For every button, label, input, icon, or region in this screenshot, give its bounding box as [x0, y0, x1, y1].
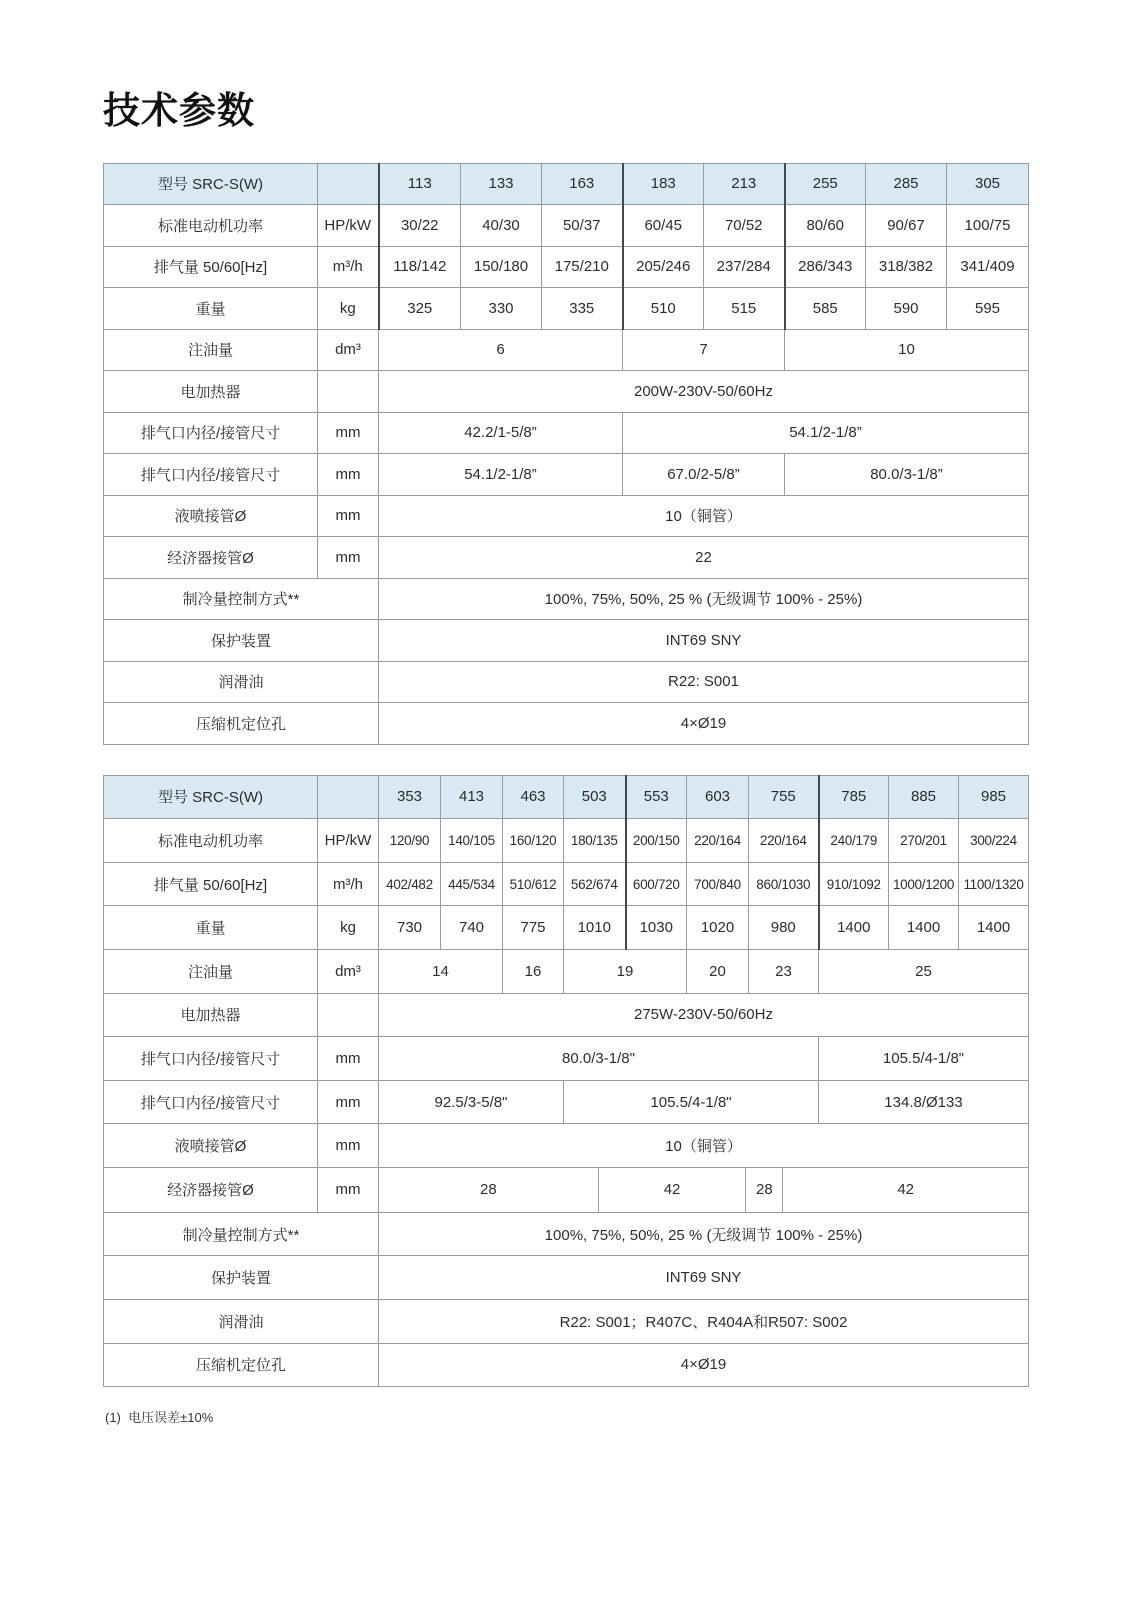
value-cell: 700/840	[687, 862, 749, 906]
value-cell: 134.8/Ø133	[819, 1080, 1029, 1124]
table-header-label: 型号 SRC-S(W)	[104, 163, 318, 205]
value-cell: 1100/1320	[959, 862, 1029, 906]
value-cell: 1010	[564, 906, 626, 950]
model-cell: 985	[959, 775, 1029, 819]
value-cell: 80.0/3-1/8"	[379, 1037, 819, 1081]
value-cell: 270/201	[889, 819, 959, 863]
value-cell: 860/1030	[749, 862, 819, 906]
value-cell: 7	[623, 329, 785, 371]
value-cell: 445/534	[441, 862, 503, 906]
value-cell: 42.2/1-5/8”	[379, 412, 623, 454]
row-label: 重量	[104, 906, 318, 950]
row-label: 制冷量控制方式**	[104, 578, 379, 620]
value-cell-group	[379, 1167, 1029, 1212]
value-cell: 14	[379, 949, 503, 993]
value-cell: 54.1/2-1/8”	[623, 412, 1029, 454]
unit-header-cell	[318, 775, 379, 819]
value-cell: 10（铜管）	[379, 1124, 1029, 1168]
value-cell: 180/135	[564, 819, 626, 863]
row-label: 排气口内径/接管尺寸	[104, 1037, 318, 1081]
value-cell: 515	[704, 288, 785, 330]
value-cell: 325	[379, 288, 461, 330]
model-cell: 305	[947, 163, 1029, 205]
value-cell: 100%, 75%, 50%, 25 % (无级调节 100% - 25%)	[379, 1212, 1029, 1256]
value-cell: 4×Ø19	[379, 703, 1029, 745]
model-cell: 113	[379, 163, 461, 205]
row-label: 压缩机定位孔	[104, 1343, 379, 1387]
value-cell: 10	[785, 329, 1029, 371]
model-cell: 503	[564, 775, 626, 819]
value-cell: 200/150	[626, 819, 687, 863]
row-label: 排气口内径/接管尺寸	[104, 1080, 318, 1124]
model-cell: 163	[542, 163, 623, 205]
model-cell: 255	[785, 163, 866, 205]
spec-table-1	[103, 163, 1029, 745]
unit-cell: mm	[318, 537, 379, 579]
value-cell: 341/409	[947, 246, 1029, 288]
split-value-row	[379, 1168, 1028, 1212]
value-cell: 1030	[626, 906, 687, 950]
unit-cell: kg	[318, 906, 379, 950]
table-header-label: 型号 SRC-S(W)	[104, 775, 318, 819]
value-cell: 23	[749, 949, 819, 993]
unit-cell: dm³	[318, 949, 379, 993]
value-cell: 1400	[959, 906, 1029, 950]
value-cell: 330	[461, 288, 542, 330]
value-cell: 100/75	[947, 205, 1029, 247]
model-cell: 463	[503, 775, 564, 819]
value-cell: 775	[503, 906, 564, 950]
value-cell: 1400	[819, 906, 889, 950]
model-cell: 553	[626, 775, 687, 819]
value-cell: 220/164	[749, 819, 819, 863]
value-cell: 286/343	[785, 246, 866, 288]
value-cell: 910/1092	[819, 862, 889, 906]
value-cell: 50/37	[542, 205, 623, 247]
model-cell: 413	[441, 775, 503, 819]
spec-table-2	[103, 775, 1029, 1388]
value-cell: 600/720	[626, 862, 687, 906]
row-label: 经济器接管Ø	[104, 537, 318, 579]
value-cell: 1400	[889, 906, 959, 950]
value-cell: 562/674	[564, 862, 626, 906]
value-cell: 200W-230V-50/60Hz	[379, 371, 1029, 413]
unit-cell: dm³	[318, 329, 379, 371]
row-label: 液喷接管Ø	[104, 1124, 318, 1168]
value-cell: 585	[785, 288, 866, 330]
unit-cell: m³/h	[318, 246, 379, 288]
value-cell: 237/284	[704, 246, 785, 288]
row-label: 注油量	[104, 949, 318, 993]
model-cell: 353	[379, 775, 441, 819]
value-cell: 240/179	[819, 819, 889, 863]
value-cell: 300/224	[959, 819, 1029, 863]
value-cell: 510	[623, 288, 704, 330]
value-cell: INT69 SNY	[379, 620, 1029, 662]
value-cell: 980	[749, 906, 819, 950]
value-cell: 10（铜管）	[379, 495, 1029, 537]
row-label: 重量	[104, 288, 318, 330]
row-label: 经济器接管Ø	[104, 1167, 318, 1212]
value-cell: 205/246	[623, 246, 704, 288]
value-cell: 80.0/3-1/8”	[785, 454, 1029, 496]
value-cell: R22: S001	[379, 661, 1029, 703]
row-label: 注油量	[104, 329, 318, 371]
value-cell: 20	[687, 949, 749, 993]
row-label: 标准电动机功率	[104, 819, 318, 863]
value-cell: 22	[379, 537, 1029, 579]
value-cell: INT69 SNY	[379, 1256, 1029, 1300]
unit-cell: HP/kW	[318, 819, 379, 863]
value-cell: 28	[379, 1168, 599, 1212]
value-cell: 275W-230V-50/60Hz	[379, 993, 1029, 1037]
value-cell: 595	[947, 288, 1029, 330]
value-cell: 730	[379, 906, 441, 950]
value-cell: 92.5/3-5/8"	[379, 1080, 564, 1124]
row-label: 电加热器	[104, 993, 318, 1037]
value-cell: 590	[866, 288, 947, 330]
value-cell: 335	[542, 288, 623, 330]
row-label: 标准电动机功率	[104, 205, 318, 247]
model-cell: 285	[866, 163, 947, 205]
unit-cell: mm	[318, 1167, 379, 1212]
value-cell: 6	[379, 329, 623, 371]
value-cell: 90/67	[866, 205, 947, 247]
value-cell: 42	[599, 1168, 747, 1212]
value-cell: 1020	[687, 906, 749, 950]
model-cell: 603	[687, 775, 749, 819]
value-cell: 160/120	[503, 819, 564, 863]
value-cell: 118/142	[379, 246, 461, 288]
value-cell: R22: S001；R407C、R404A和R507: S002	[379, 1300, 1029, 1344]
value-cell: 28	[746, 1168, 783, 1212]
value-cell: 42	[897, 1181, 915, 1199]
value-cell: 70/52	[704, 205, 785, 247]
model-cell: 133	[461, 163, 542, 205]
unit-cell: mm	[318, 1080, 379, 1124]
value-cell: 150/180	[461, 246, 542, 288]
unit-cell: m³/h	[318, 862, 379, 906]
model-cell: 183	[623, 163, 704, 205]
value-cell: 60/45	[623, 205, 704, 247]
page-title: 技术参数	[103, 90, 255, 131]
unit-cell: mm	[318, 1124, 379, 1168]
unit-cell: mm	[318, 1037, 379, 1081]
value-cell: 140/105	[441, 819, 503, 863]
value-cell: 19	[564, 949, 687, 993]
value-cell: 402/482	[379, 862, 441, 906]
row-label: 电加热器	[104, 371, 318, 413]
row-label: 保护装置	[104, 620, 379, 662]
value-cell: 16	[503, 949, 564, 993]
value-cell: 4×Ø19	[379, 1343, 1029, 1387]
value-cell: 54.1/2-1/8”	[379, 454, 623, 496]
value-cell: 740	[441, 906, 503, 950]
unit-cell: mm	[318, 454, 379, 496]
value-cell: 1000/1200	[889, 862, 959, 906]
value-cell: 105.5/4-1/8"	[564, 1080, 819, 1124]
value-cell: 40/30	[461, 205, 542, 247]
model-cell: 885	[889, 775, 959, 819]
footnote: (1) 电压误差±10%	[105, 1410, 214, 1426]
value-cell: 175/210	[542, 246, 623, 288]
row-label: 排气口内径/接管尺寸	[104, 454, 318, 496]
value-cell: 220/164	[687, 819, 749, 863]
row-label: 压缩机定位孔	[104, 703, 379, 745]
unit-cell: mm	[318, 412, 379, 454]
unit-cell: HP/kW	[318, 205, 379, 247]
value-cell: 25	[819, 949, 1029, 993]
value-cell: 120/90	[379, 819, 441, 863]
row-label: 制冷量控制方式**	[104, 1212, 379, 1256]
row-label: 保护装置	[104, 1256, 379, 1300]
model-cell: 213	[704, 163, 785, 205]
unit-cell: mm	[318, 495, 379, 537]
row-label: 排气量 50/60[Hz]	[104, 246, 318, 288]
value-cell: 105.5/4-1/8"	[819, 1037, 1029, 1081]
model-cell: 785	[819, 775, 889, 819]
row-label: 液喷接管Ø	[104, 495, 318, 537]
unit-cell	[318, 993, 379, 1037]
value-cell: 100%, 75%, 50%, 25 % (无级调节 100% - 25%)	[379, 578, 1029, 620]
value-cell: 510/612	[503, 862, 564, 906]
row-label: 排气口内径/接管尺寸	[104, 412, 318, 454]
value-cell: 67.0/2-5/8”	[623, 454, 785, 496]
unit-header-cell	[318, 163, 379, 205]
row-label: 润滑油	[104, 661, 379, 703]
row-label: 排气量 50/60[Hz]	[104, 862, 318, 906]
model-cell: 755	[749, 775, 819, 819]
row-label: 润滑油	[104, 1300, 379, 1344]
value-cell: 80/60	[785, 205, 866, 247]
unit-cell: kg	[318, 288, 379, 330]
value-cell: 30/22	[379, 205, 461, 247]
unit-cell	[318, 371, 379, 413]
value-cell: 318/382	[866, 246, 947, 288]
